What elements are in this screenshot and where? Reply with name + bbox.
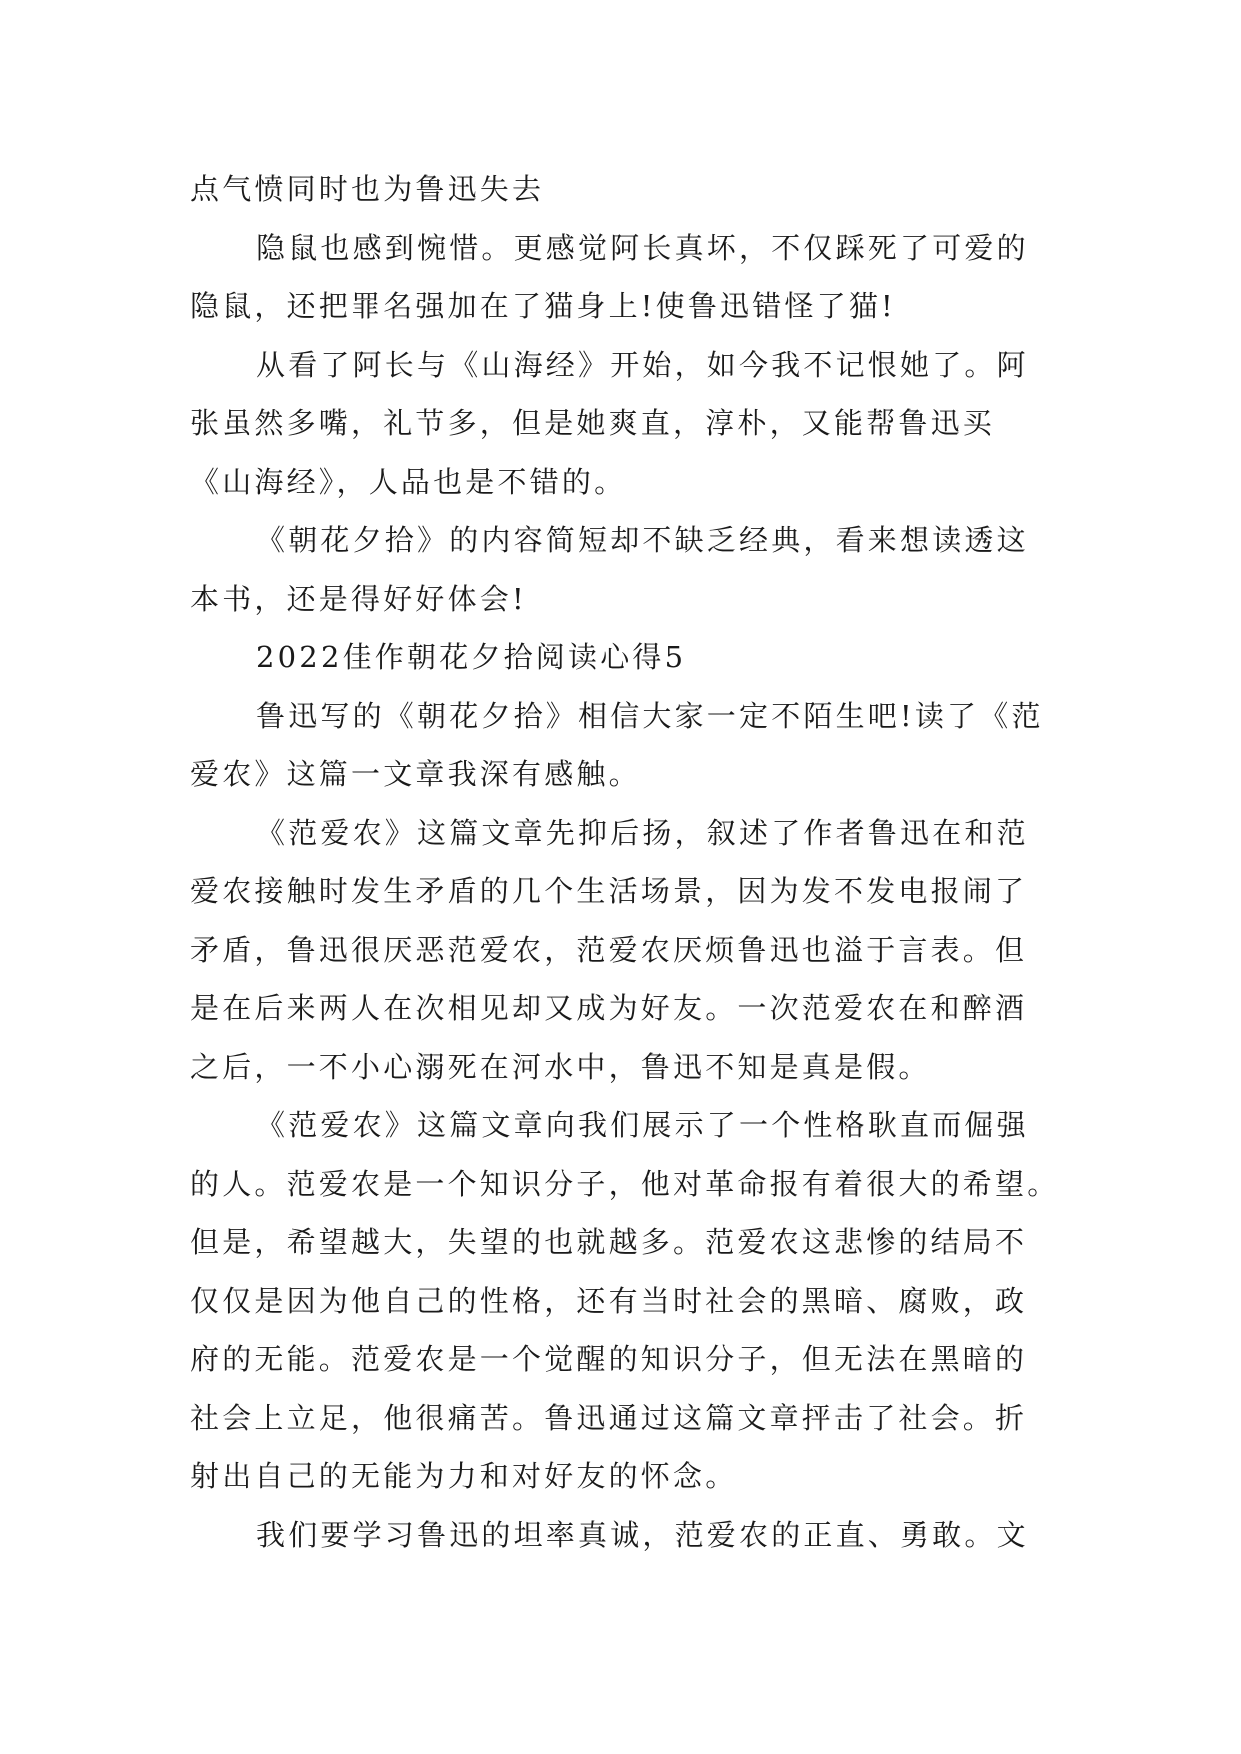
text-line: 隐鼠，还把罪名强加在了猫身上!使鲁迅错怪了猫! [190, 289, 896, 323]
text-line: 隐鼠也感到惋惜。更感觉阿长真坏，不仅踩死了可爱的 [256, 230, 1029, 265]
text-line: 张虽然多嘴，礼节多，但是她爽直，淳朴，又能帮鲁迅买 [190, 406, 996, 440]
text-line: 射出自己的无能为力和对好友的怀念。 [190, 1459, 738, 1493]
text-line: 是在后来两人在次相见却又成为好友。一次范爱农在和醉酒 [190, 991, 1028, 1025]
document-body [190, 160, 1060, 1564]
text-line: 之后，一不小心溺死在河水中，鲁迅不知是真是假。 [190, 1049, 931, 1084]
text-line: 本书，还是得好好体会! [190, 581, 527, 616]
text-line: 《范爱农》这篇文章先抑后扬，叙述了作者鲁迅在和范 [256, 815, 1029, 850]
text-line: 《朝花夕拾》的内容简短却不缺乏经典，看来想读透这 [256, 523, 1029, 557]
text-line: 仅仅是因为他自己的性格，还有当时社会的黑暗、腐败，政 [190, 1283, 1028, 1318]
text-line: 我们要学习鲁迅的坦率真诚，范爱农的正直、勇敢。文 [256, 1517, 1029, 1552]
text-line: 《山海经》，人品也是不错的。 [190, 464, 627, 499]
text-line: 府的无能。范爱农是一个觉醒的知识分子，但无法在黑暗的 [190, 1342, 1028, 1376]
text-line: 爱农》这篇一文章我深有感触。 [190, 757, 641, 791]
text-line: 社会上立足，他很痛苦。鲁迅通过这篇文章抨击了社会。折 [190, 1400, 1028, 1435]
text-line: 点气愤同时也为鲁迅失去 [190, 172, 545, 206]
text-line: 《范爱农》这篇文章向我们展示了一个性格耿直而倔强 [256, 1108, 1029, 1142]
text-line: 矛盾，鲁迅很厌恶范爱农，范爱农厌烦鲁迅也溢于言表。但 [190, 932, 1028, 967]
text-line: 的人。范爱农是一个知识分子，他对革命报有着很大的希望。 [190, 1166, 1060, 1201]
text-line: 2022佳作朝花夕拾阅读心得5 [256, 640, 687, 674]
text-line: 从看了阿长与《山海经》开始，如今我不记恨她了。阿 [256, 347, 1029, 382]
text-line: 但是，希望越大，失望的也就越多。范爱农这悲惨的结局不 [190, 1225, 1028, 1259]
text-line: 鲁迅写的《朝花夕拾》相信大家一定不陌生吧!读了《范 [256, 698, 1044, 733]
text-line: 爱农接触时发生矛盾的几个生活场景，因为发不发电报闹了 [190, 874, 1028, 908]
